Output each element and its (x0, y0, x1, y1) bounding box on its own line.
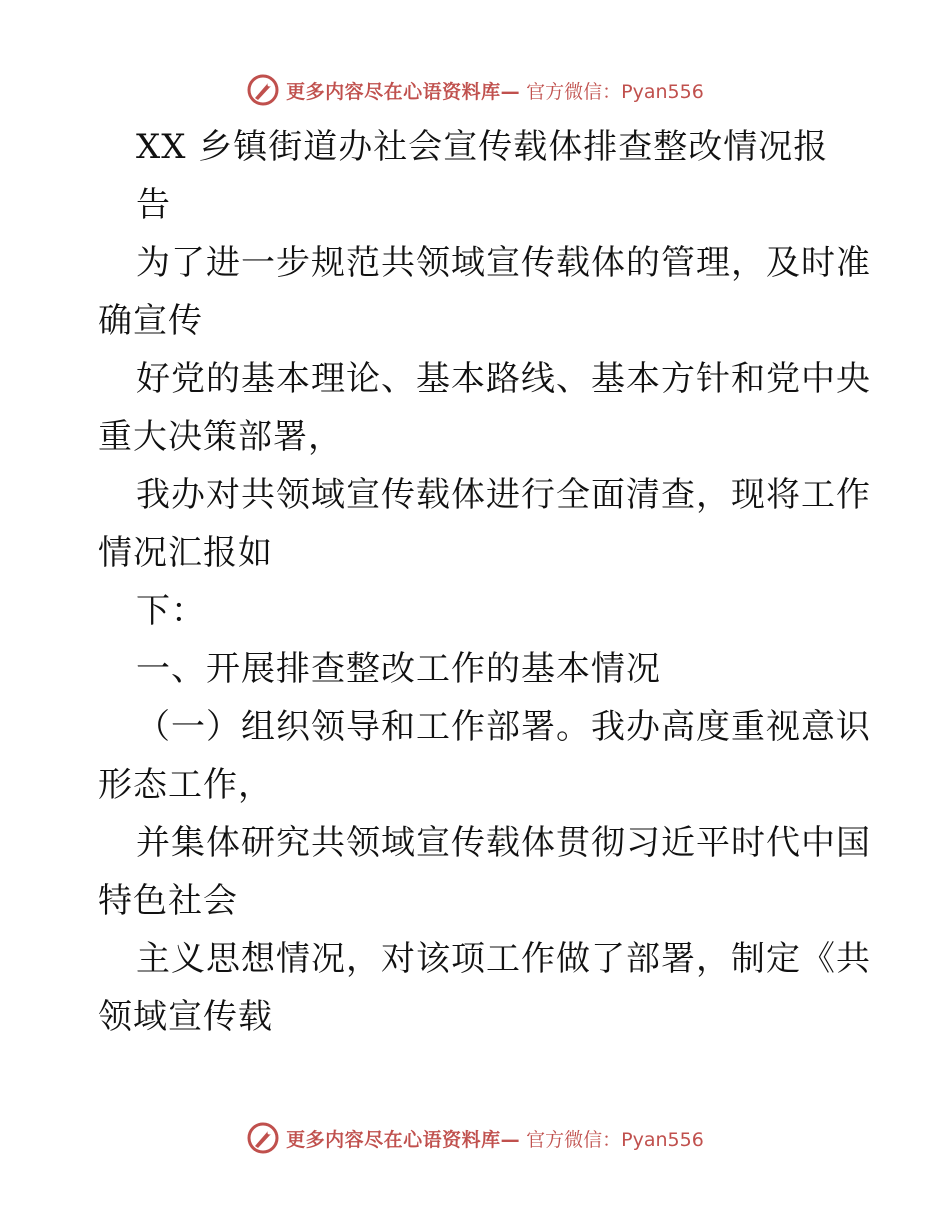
banner-wechat: 官方微信：Pyan556 (526, 80, 704, 103)
pen-logo-icon (246, 1121, 280, 1155)
header-banner (0, 70, 950, 110)
banner-wechat: 官方微信：Pyan556 (526, 1128, 704, 1151)
doc-line: 为了进一步规范共领域宣传载体的管理，及时准 (136, 243, 871, 283)
doc-line: 领域宣传载 (98, 997, 273, 1037)
doc-line: 情况汇报如 (98, 533, 273, 573)
banner-text: 更多内容尽在心语资料库— (286, 80, 521, 103)
doc-line: 并集体研究共领域宣传载体贯彻习近平时代中国 (136, 823, 871, 863)
doc-line: 主义思想情况，对该项工作做了部署，制定《共 (136, 939, 871, 979)
doc-line: （一）组织领导和工作部署。我办高度重视意识 (136, 707, 871, 747)
pen-logo-icon (246, 73, 280, 107)
doc-line: 好党的基本理论、基本路线、基本方针和党中央 (136, 359, 871, 399)
doc-title-cont: 告 (136, 185, 171, 225)
banner-text: 更多内容尽在心语资料库— (286, 1128, 521, 1151)
doc-line: 重大决策部署， (98, 417, 343, 457)
doc-line: 形态工作， (98, 765, 273, 805)
doc-line: 下： (136, 591, 206, 631)
footer-banner (0, 1118, 950, 1158)
section-heading: 一、开展排查整改工作的基本情况 (136, 649, 661, 689)
doc-line: 我办对共领域宣传载体进行全面清查，现将工作 (136, 475, 871, 515)
document-body (98, 118, 871, 1046)
doc-title: XX 乡镇街道办社会宣传载体排查整改情况报 (136, 127, 829, 167)
doc-line: 特色社会 (98, 881, 238, 921)
doc-line: 确宣传 (98, 301, 203, 341)
